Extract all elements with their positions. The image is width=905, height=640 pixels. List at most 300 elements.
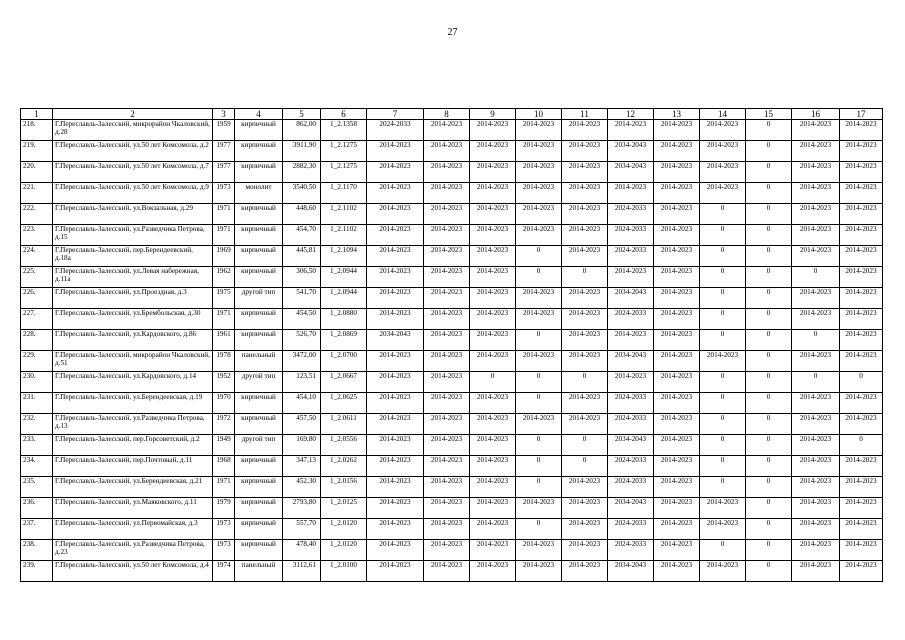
column-header: 17 — [840, 109, 883, 120]
cell-period-16: 2014-2023 — [792, 204, 840, 225]
cell-period-7: 2014-2023 — [367, 498, 424, 519]
cell-row-number: 220. — [21, 162, 53, 183]
cell-period-9: 2014-2023 — [470, 141, 516, 162]
cell-period-8: 2014-2023 — [424, 309, 470, 330]
cell-period-8: 2014-2023 — [424, 435, 470, 456]
cell-period-7: 2034-2043 — [367, 330, 424, 351]
table-row — [21, 183, 883, 204]
cell-period-13: 2014-2023 — [654, 393, 700, 414]
cell-period-11: 0 — [562, 456, 608, 477]
column-header: 3 — [213, 109, 235, 120]
table-row — [21, 225, 883, 246]
cell-wall-material: другой тип — [235, 435, 283, 456]
cell-area: 478,40 — [283, 540, 321, 561]
cell-period-11: 2014-2023 — [562, 309, 608, 330]
cell-wall-material: панельный — [235, 351, 283, 372]
cell-address: Г.Переславль-Залесский, пер.Почтовый, д.11 — [53, 456, 213, 477]
cell-year-built: 1971 — [213, 477, 235, 498]
column-header: 13 — [654, 109, 700, 120]
cell-period-11: 2014-2023 — [562, 414, 608, 435]
cell-period-17: 2014-2023 — [840, 204, 883, 225]
cell-period-10: 0 — [516, 477, 562, 498]
cell-period-8: 2014-2023 — [424, 351, 470, 372]
cell-priority-index: 1_2.0880 — [321, 309, 367, 330]
cell-period-10: 0 — [516, 435, 562, 456]
cell-period-13: 2014-2023 — [654, 288, 700, 309]
cell-period-14: 2014-2023 — [700, 183, 746, 204]
cell-period-13: 2014-2023 — [654, 120, 700, 141]
column-header: 7 — [367, 109, 424, 120]
table-row — [21, 456, 883, 477]
cell-area: 123,51 — [283, 372, 321, 393]
cell-period-13: 2014-2023 — [654, 141, 700, 162]
cell-address: Г.Переславль-Залесский, ул.Берендеевская, д.19 — [53, 393, 213, 414]
cell-period-8: 2014-2023 — [424, 477, 470, 498]
cell-year-built: 1977 — [213, 162, 235, 183]
cell-area: 3540,50 — [283, 183, 321, 204]
cell-address: Г.Переславль-Залесский, ул.50 лет Комсомола, д.7 — [53, 162, 213, 183]
table-row — [21, 372, 883, 393]
cell-period-7: 2014-2023 — [367, 372, 424, 393]
cell-row-number: 238. — [21, 540, 53, 561]
cell-period-11: 0 — [562, 267, 608, 288]
cell-period-12: 2024-2033 — [608, 456, 654, 477]
cell-period-8: 2014-2023 — [424, 330, 470, 351]
cell-period-10: 0 — [516, 456, 562, 477]
cell-period-7: 2014-2023 — [367, 435, 424, 456]
cell-priority-index: 1_2.0944 — [321, 267, 367, 288]
cell-period-15: 0 — [746, 435, 792, 456]
table-row — [21, 162, 883, 183]
table-row — [21, 330, 883, 351]
cell-address: Г.Переславль-Залесский, ул.Кардовского, д.86 — [53, 330, 213, 351]
cell-period-13: 2014-2023 — [654, 225, 700, 246]
cell-period-15: 0 — [746, 204, 792, 225]
cell-priority-index: 1_2.0556 — [321, 435, 367, 456]
cell-period-14: 0 — [700, 267, 746, 288]
cell-priority-index: 1_2.1102 — [321, 225, 367, 246]
cell-year-built: 1952 — [213, 372, 235, 393]
cell-period-11: 2014-2023 — [562, 162, 608, 183]
cell-wall-material: кирпичный — [235, 414, 283, 435]
cell-wall-material: кирпичный — [235, 225, 283, 246]
table-row — [21, 141, 883, 162]
cell-period-14: 2014-2023 — [700, 120, 746, 141]
cell-period-10: 2014-2023 — [516, 141, 562, 162]
cell-year-built: 1961 — [213, 330, 235, 351]
housing-table — [20, 108, 883, 582]
cell-row-number: 221. — [21, 183, 53, 204]
cell-wall-material: кирпичный — [235, 162, 283, 183]
cell-period-14: 0 — [700, 372, 746, 393]
cell-year-built: 1949 — [213, 435, 235, 456]
cell-row-number: 224. — [21, 246, 53, 267]
table-row — [21, 204, 883, 225]
cell-period-8: 2014-2023 — [424, 456, 470, 477]
cell-period-15: 0 — [746, 120, 792, 141]
cell-period-10: 2014-2023 — [516, 561, 562, 582]
cell-priority-index: 1_2.0125 — [321, 498, 367, 519]
cell-area: 452,30 — [283, 477, 321, 498]
cell-priority-index: 1_2.1275 — [321, 162, 367, 183]
cell-address: Г.Переславль-Залесский, ул.Первомайская, д.3 — [53, 519, 213, 540]
cell-wall-material: панельный — [235, 561, 283, 582]
cell-area: 454,10 — [283, 393, 321, 414]
cell-area: 445,81 — [283, 246, 321, 267]
cell-area: 448,60 — [283, 204, 321, 225]
page-number: 27 — [447, 27, 458, 38]
cell-period-10: 2014-2023 — [516, 540, 562, 561]
cell-address: Г.Переславль-Залесский, ул.Брембольская, д.30 — [53, 309, 213, 330]
cell-area: 454,50 — [283, 309, 321, 330]
cell-period-17: 2014-2023 — [840, 519, 883, 540]
cell-period-16: 2014-2023 — [792, 561, 840, 582]
cell-row-number: 233. — [21, 435, 53, 456]
cell-period-11: 2014-2023 — [562, 351, 608, 372]
cell-period-12: 2034-2043 — [608, 141, 654, 162]
column-header: 9 — [470, 109, 516, 120]
cell-period-11: 2014-2023 — [562, 498, 608, 519]
cell-period-8: 2014-2023 — [424, 267, 470, 288]
column-header: 15 — [746, 109, 792, 120]
cell-period-12: 2024-2033 — [608, 414, 654, 435]
cell-priority-index: 1_2.1170 — [321, 183, 367, 204]
cell-row-number: 219. — [21, 141, 53, 162]
cell-period-8: 2014-2023 — [424, 414, 470, 435]
cell-period-11: 2014-2023 — [562, 204, 608, 225]
cell-priority-index: 1_2.0869 — [321, 330, 367, 351]
cell-period-16: 2014-2023 — [792, 414, 840, 435]
cell-period-17: 2014-2023 — [840, 246, 883, 267]
cell-period-15: 0 — [746, 498, 792, 519]
table-row — [21, 540, 883, 561]
cell-period-17: 2014-2023 — [840, 288, 883, 309]
cell-year-built: 1971 — [213, 204, 235, 225]
cell-area: 457,50 — [283, 414, 321, 435]
cell-period-17: 2014-2023 — [840, 477, 883, 498]
cell-period-13: 2014-2023 — [654, 372, 700, 393]
cell-priority-index: 1_2.0262 — [321, 456, 367, 477]
cell-wall-material: кирпичный — [235, 309, 283, 330]
cell-period-16: 0 — [792, 267, 840, 288]
cell-address: Г.Переславль-Залесский, ул.50 лет Комсомола, д.9 — [53, 183, 213, 204]
cell-priority-index: 1_2.0120 — [321, 519, 367, 540]
cell-period-11: 2014-2023 — [562, 141, 608, 162]
cell-period-11: 2014-2023 — [562, 393, 608, 414]
cell-year-built: 1970 — [213, 393, 235, 414]
cell-period-17: 2014-2023 — [840, 162, 883, 183]
cell-period-15: 0 — [746, 414, 792, 435]
cell-period-10: 2014-2023 — [516, 414, 562, 435]
cell-period-8: 2014-2023 — [424, 246, 470, 267]
cell-period-15: 0 — [746, 246, 792, 267]
table-row — [21, 519, 883, 540]
cell-period-7: 2014-2023 — [367, 225, 424, 246]
cell-year-built: 1968 — [213, 456, 235, 477]
cell-period-7: 2014-2023 — [367, 519, 424, 540]
cell-period-9: 2014-2023 — [470, 540, 516, 561]
cell-period-9: 2014-2023 — [470, 351, 516, 372]
cell-area: 347,13 — [283, 456, 321, 477]
cell-period-11: 2014-2023 — [562, 246, 608, 267]
cell-wall-material: кирпичный — [235, 477, 283, 498]
cell-period-13: 2014-2023 — [654, 456, 700, 477]
cell-year-built: 1973 — [213, 183, 235, 204]
table-row — [21, 120, 883, 141]
cell-period-17: 2014-2023 — [840, 393, 883, 414]
cell-year-built: 1977 — [213, 141, 235, 162]
cell-period-7: 2014-2023 — [367, 162, 424, 183]
cell-period-9: 2014-2023 — [470, 498, 516, 519]
cell-period-10: 2014-2023 — [516, 162, 562, 183]
cell-period-9: 2014-2023 — [470, 309, 516, 330]
cell-period-10: 2014-2023 — [516, 183, 562, 204]
cell-period-17: 2014-2023 — [840, 267, 883, 288]
cell-year-built: 1969 — [213, 246, 235, 267]
cell-priority-index: 1_2.0625 — [321, 393, 367, 414]
cell-year-built: 1978 — [213, 351, 235, 372]
cell-period-16: 2014-2023 — [792, 456, 840, 477]
cell-wall-material: монолит — [235, 183, 283, 204]
cell-period-16: 2014-2023 — [792, 120, 840, 141]
cell-period-9: 2014-2023 — [470, 204, 516, 225]
cell-priority-index: 1_2.1275 — [321, 141, 367, 162]
cell-area: 2882,30 — [283, 162, 321, 183]
cell-period-13: 2014-2023 — [654, 246, 700, 267]
cell-period-14: 0 — [700, 540, 746, 561]
cell-row-number: 223. — [21, 225, 53, 246]
cell-period-17: 2014-2023 — [840, 561, 883, 582]
cell-period-17: 0 — [840, 435, 883, 456]
cell-area: 3472,00 — [283, 351, 321, 372]
cell-period-17: 2014-2023 — [840, 351, 883, 372]
column-header: 4 — [235, 109, 283, 120]
cell-row-number: 231. — [21, 393, 53, 414]
cell-period-13: 2014-2023 — [654, 435, 700, 456]
cell-period-15: 0 — [746, 372, 792, 393]
cell-period-14: 2014-2023 — [700, 519, 746, 540]
cell-row-number: 232. — [21, 414, 53, 435]
cell-area: 862,00 — [283, 120, 321, 141]
cell-period-14: 0 — [700, 330, 746, 351]
cell-period-15: 0 — [746, 561, 792, 582]
cell-period-11: 2014-2023 — [562, 540, 608, 561]
cell-address: Г.Переславль-Залесский, ул.Проездная, д.3 — [53, 288, 213, 309]
cell-period-7: 2014-2023 — [367, 477, 424, 498]
cell-period-8: 2014-2023 — [424, 204, 470, 225]
cell-row-number: 237. — [21, 519, 53, 540]
cell-period-9: 2014-2023 — [470, 288, 516, 309]
table-body — [21, 120, 883, 582]
cell-address: Г.Переславль-Залесский, ул.50 лет Комсомола, д.4 — [53, 561, 213, 582]
cell-period-14: 0 — [700, 204, 746, 225]
cell-period-11: 0 — [562, 372, 608, 393]
cell-year-built: 1962 — [213, 267, 235, 288]
cell-period-11: 2014-2023 — [562, 519, 608, 540]
cell-area: 557,70 — [283, 519, 321, 540]
cell-period-7: 2014-2023 — [367, 456, 424, 477]
cell-wall-material: кирпичный — [235, 246, 283, 267]
cell-address: Г.Переславль-Залесский, ул.Берендеевская, д.21 — [53, 477, 213, 498]
cell-period-13: 2014-2023 — [654, 414, 700, 435]
cell-area: 541,70 — [283, 288, 321, 309]
cell-priority-index: 1_2.0700 — [321, 351, 367, 372]
cell-period-13: 2014-2023 — [654, 561, 700, 582]
table-row — [21, 498, 883, 519]
column-header: 11 — [562, 109, 608, 120]
cell-row-number: 226. — [21, 288, 53, 309]
cell-area: 169,80 — [283, 435, 321, 456]
cell-period-14: 0 — [700, 225, 746, 246]
cell-period-8: 2014-2023 — [424, 288, 470, 309]
table-row — [21, 414, 883, 435]
cell-period-13: 2014-2023 — [654, 540, 700, 561]
cell-period-12: 2024-2033 — [608, 204, 654, 225]
cell-address: Г.Переславль-Залесский, ул.Разведчика Петрова, д.23 — [53, 540, 213, 561]
cell-year-built: 1973 — [213, 519, 235, 540]
cell-period-12: 2014-2023 — [608, 120, 654, 141]
column-header: 1 — [21, 109, 53, 120]
cell-period-12: 2024-2033 — [608, 246, 654, 267]
cell-period-9: 2014-2023 — [470, 519, 516, 540]
cell-year-built: 1973 — [213, 540, 235, 561]
cell-period-12: 2034-2043 — [608, 288, 654, 309]
cell-period-12: 2034-2043 — [608, 162, 654, 183]
cell-period-13: 2014-2023 — [654, 267, 700, 288]
cell-priority-index: 1_2.1358 — [321, 120, 367, 141]
cell-period-15: 0 — [746, 477, 792, 498]
cell-period-12: 2024-2033 — [608, 309, 654, 330]
cell-period-9: 2014-2023 — [470, 162, 516, 183]
cell-period-13: 2014-2023 — [654, 498, 700, 519]
cell-wall-material: кирпичный — [235, 519, 283, 540]
cell-period-16: 2014-2023 — [792, 498, 840, 519]
column-header: 6 — [321, 109, 367, 120]
cell-period-10: 0 — [516, 267, 562, 288]
cell-row-number: 230. — [21, 372, 53, 393]
cell-period-12: 2024-2033 — [608, 519, 654, 540]
cell-period-16: 0 — [792, 372, 840, 393]
cell-period-11: 0 — [562, 435, 608, 456]
cell-period-15: 0 — [746, 288, 792, 309]
cell-period-16: 2014-2023 — [792, 246, 840, 267]
cell-wall-material: кирпичный — [235, 204, 283, 225]
cell-period-8: 2014-2023 — [424, 183, 470, 204]
cell-area: 306,50 — [283, 267, 321, 288]
cell-period-9: 2014-2023 — [470, 267, 516, 288]
cell-period-14: 2014-2023 — [700, 162, 746, 183]
cell-period-9: 0 — [470, 372, 516, 393]
cell-period-12: 2034-2043 — [608, 561, 654, 582]
cell-period-12: 2024-2033 — [608, 393, 654, 414]
cell-period-9: 2014-2023 — [470, 246, 516, 267]
cell-period-12: 2034-2043 — [608, 498, 654, 519]
cell-wall-material: кирпичный — [235, 456, 283, 477]
cell-period-11: 2014-2023 — [562, 288, 608, 309]
table-header-row — [21, 109, 883, 120]
cell-row-number: 228. — [21, 330, 53, 351]
cell-period-16: 2014-2023 — [792, 435, 840, 456]
cell-period-11: 2014-2023 — [562, 225, 608, 246]
cell-priority-index: 1_2.0944 — [321, 288, 367, 309]
cell-priority-index: 1_2.0100 — [321, 561, 367, 582]
cell-period-16: 0 — [792, 330, 840, 351]
cell-row-number: 227. — [21, 309, 53, 330]
cell-period-10: 0 — [516, 246, 562, 267]
cell-priority-index: 1_2.0611 — [321, 414, 367, 435]
cell-address: Г.Переславль-Залесский, ул.Разведчика Петрова, д.15 — [53, 225, 213, 246]
cell-period-16: 2014-2023 — [792, 141, 840, 162]
table-row — [21, 288, 883, 309]
table-row — [21, 246, 883, 267]
cell-period-12: 2024-2033 — [608, 477, 654, 498]
cell-address: Г.Переславль-Залесский, ул.Кардовского, д.14 — [53, 372, 213, 393]
table-row — [21, 351, 883, 372]
cell-period-10: 2014-2023 — [516, 498, 562, 519]
cell-priority-index: 1_2.0156 — [321, 477, 367, 498]
cell-row-number: 225. — [21, 267, 53, 288]
table-row — [21, 561, 883, 582]
cell-period-17: 2014-2023 — [840, 498, 883, 519]
cell-period-9: 2014-2023 — [470, 183, 516, 204]
cell-row-number: 234. — [21, 456, 53, 477]
cell-period-8: 2014-2023 — [424, 162, 470, 183]
cell-period-16: 2014-2023 — [792, 288, 840, 309]
cell-period-12: 2034-2043 — [608, 351, 654, 372]
cell-period-9: 2014-2023 — [470, 414, 516, 435]
cell-period-8: 2014-2023 — [424, 393, 470, 414]
cell-year-built: 1959 — [213, 120, 235, 141]
cell-period-8: 2014-2023 — [424, 141, 470, 162]
cell-period-14: 0 — [700, 456, 746, 477]
cell-period-7: 2014-2023 — [367, 246, 424, 267]
cell-address: Г.Переславль-Залесский, ул.Вокзальная, д.29 — [53, 204, 213, 225]
cell-period-7: 2014-2023 — [367, 267, 424, 288]
cell-year-built: 1974 — [213, 561, 235, 582]
cell-period-15: 0 — [746, 309, 792, 330]
cell-period-12: 2024-2033 — [608, 225, 654, 246]
column-header: 14 — [700, 109, 746, 120]
cell-period-9: 2014-2023 — [470, 456, 516, 477]
cell-period-14: 0 — [700, 435, 746, 456]
column-header: 10 — [516, 109, 562, 120]
cell-period-7: 2014-2023 — [367, 540, 424, 561]
cell-period-14: 2014-2023 — [700, 141, 746, 162]
cell-priority-index: 1_2.0667 — [321, 372, 367, 393]
cell-address: Г.Переславль-Залесский, ул.Маяковского, д.11 — [53, 498, 213, 519]
cell-period-14: 0 — [700, 288, 746, 309]
cell-period-15: 0 — [746, 141, 792, 162]
cell-priority-index: 1_2.0120 — [321, 540, 367, 561]
cell-period-7: 2014-2023 — [367, 309, 424, 330]
cell-priority-index: 1_2.1102 — [321, 204, 367, 225]
cell-period-7: 2014-2023 — [367, 351, 424, 372]
cell-period-10: 0 — [516, 519, 562, 540]
cell-wall-material: другой тип — [235, 372, 283, 393]
cell-period-14: 2014-2023 — [700, 498, 746, 519]
cell-period-16: 2014-2023 — [792, 309, 840, 330]
cell-period-9: 2014-2023 — [470, 330, 516, 351]
cell-period-8: 2014-2023 — [424, 561, 470, 582]
cell-period-17: 2014-2023 — [840, 456, 883, 477]
cell-period-14: 0 — [700, 309, 746, 330]
cell-wall-material: кирпичный — [235, 540, 283, 561]
cell-address: Г.Переславль-Залесский, пер.Горсоветский, д.2 — [53, 435, 213, 456]
cell-period-11: 2014-2023 — [562, 330, 608, 351]
cell-period-12: 2014-2023 — [608, 183, 654, 204]
cell-address: Г.Переславль-Залесский, пер.Берендеевский, д.18а — [53, 246, 213, 267]
cell-period-17: 2014-2023 — [840, 120, 883, 141]
